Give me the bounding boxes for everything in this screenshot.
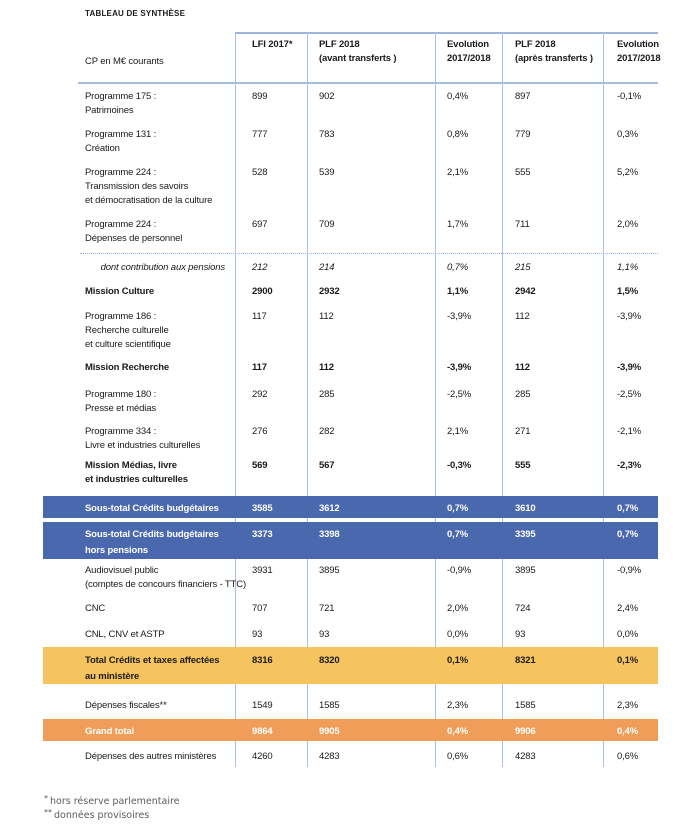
cell-value: 3895 — [515, 565, 536, 576]
footnote-text: hors réserve parlementaire — [50, 796, 180, 807]
cell-value: 783 — [319, 129, 335, 140]
row-label — [43, 699, 235, 713]
table-row — [43, 218, 658, 246]
row-label-line: hors pensions — [85, 545, 148, 556]
cell-value: -3,9% — [617, 362, 642, 373]
row-label-line: Dépenses fiscales** — [85, 700, 167, 711]
row-label-line: Dépenses des autres ministères — [85, 751, 217, 762]
cell-value: 212 — [252, 262, 268, 273]
cell-value: 8320 — [319, 655, 340, 666]
cell-value: 2,4% — [617, 603, 639, 614]
cell-value: 285 — [319, 389, 335, 400]
row-label-line: CNC — [85, 603, 106, 614]
table-top-border — [235, 32, 658, 34]
row-label-line: Grand total — [85, 726, 135, 737]
cell-value: 707 — [252, 603, 268, 614]
cell-value: 724 — [515, 603, 531, 614]
row-label-line: Création — [85, 143, 120, 154]
cell-value: 112 — [319, 311, 334, 322]
row-label-line: Mission Recherche — [85, 362, 170, 373]
cell-value: 1,5% — [617, 286, 639, 297]
table-row — [43, 388, 658, 416]
row-label-line: et industries culturelles — [85, 474, 188, 485]
table-row — [43, 496, 658, 518]
cell-value: -0,1% — [617, 91, 642, 102]
table-row — [43, 602, 658, 616]
cell-value: 1,1% — [617, 262, 639, 273]
cell-value: 9906 — [515, 726, 536, 737]
cell-value: 1,7% — [447, 219, 469, 230]
cell-value: 93 — [515, 629, 526, 640]
cell-value: 569 — [252, 460, 268, 471]
row-label-line: Programme 180 : — [85, 389, 157, 400]
cell-value: 0,7% — [617, 503, 639, 514]
footnote — [44, 809, 180, 823]
column-header-line: (avant transferts ) — [319, 53, 397, 64]
cell-value: 3610 — [515, 503, 536, 514]
cell-value: 0,7% — [617, 529, 639, 540]
cell-value: 9864 — [252, 726, 273, 737]
cell-value: 112 — [319, 362, 334, 373]
table-row — [43, 750, 658, 764]
row-label — [43, 425, 235, 453]
cell-value: 0,7% — [447, 503, 469, 514]
table-row — [43, 425, 658, 453]
cell-value: 2,0% — [447, 603, 469, 614]
cell-value: 0,6% — [447, 751, 469, 762]
row-label — [43, 218, 235, 246]
row-label-line: Total Crédits et taxes affectées — [85, 655, 220, 666]
cell-value: 779 — [515, 129, 531, 140]
table-row — [43, 699, 658, 713]
row-label-line: dont contribution aux pensions — [100, 262, 225, 273]
cell-value: 528 — [252, 167, 268, 178]
table-row — [43, 647, 658, 684]
cell-value: 93 — [319, 629, 330, 640]
row-label-line: CNL, CNV et ASTP — [85, 629, 165, 640]
row-label-line: Mission Culture — [85, 286, 155, 297]
cell-value: 4283 — [319, 751, 340, 762]
cell-value: 0,8% — [447, 129, 469, 140]
cell-value: -0,9% — [617, 565, 642, 576]
table-row — [43, 310, 658, 352]
cell-value: 285 — [515, 389, 531, 400]
cell-value: -3,9% — [447, 362, 472, 373]
cell-value: -3,9% — [447, 311, 472, 322]
cell-value: 282 — [319, 426, 335, 437]
row-label-line: Patrimoines — [85, 105, 134, 116]
cell-value: 3931 — [252, 565, 273, 576]
column-header-line: PLF 2018 — [319, 39, 360, 50]
row-label — [43, 653, 235, 685]
cell-value: -2,5% — [447, 389, 472, 400]
cell-value: 0,4% — [447, 91, 469, 102]
row-label — [43, 310, 235, 352]
cell-value: 117 — [252, 311, 267, 322]
table-row — [43, 90, 658, 118]
row-label-line: Audiovisuel public — [85, 565, 159, 576]
synthesis-table — [43, 32, 661, 770]
cell-value: 1585 — [319, 700, 340, 711]
row-label — [43, 459, 235, 487]
column-header — [617, 38, 661, 66]
cell-value: 2,1% — [447, 167, 469, 178]
row-label — [43, 602, 235, 616]
cell-value: 3373 — [252, 529, 273, 540]
cell-value: 0,1% — [617, 655, 639, 666]
cell-value: -0,3% — [447, 460, 472, 471]
cell-value: 0,4% — [447, 726, 469, 737]
row-label-line: au ministère — [85, 671, 140, 682]
row-label-line: Sous-total Crédits budgétaires — [85, 503, 219, 514]
unit-label: CP en M€ courants — [85, 56, 164, 67]
cell-value: 0,3% — [617, 129, 639, 140]
row-label-line: Programme 131 : — [85, 129, 157, 140]
footnote — [44, 795, 180, 809]
row-label — [43, 750, 235, 764]
cell-value: 2,3% — [447, 700, 469, 711]
column-header — [447, 38, 491, 66]
cell-value: 0,7% — [447, 262, 469, 273]
cell-value: 539 — [319, 167, 335, 178]
column-header-line: (après transferts ) — [515, 53, 593, 64]
column-header-line: 2017/2018 — [617, 53, 661, 64]
cell-value: 3395 — [515, 529, 536, 540]
row-label-line: Programme 334 : — [85, 426, 157, 437]
cell-value: 4283 — [515, 751, 536, 762]
footnote-marker: ** — [44, 808, 52, 817]
cell-value: 271 — [515, 426, 531, 437]
cell-value: 0,0% — [617, 629, 639, 640]
footnotes — [44, 795, 180, 823]
row-label — [43, 90, 235, 118]
cell-value: 709 — [319, 219, 335, 230]
row-label — [43, 628, 235, 642]
row-label-line: Livre et industries culturelles — [85, 440, 201, 451]
row-label — [43, 388, 235, 416]
page-title: TABLEAU DE SYNTHÈSE — [85, 9, 186, 18]
column-header-line: 2017/2018 — [447, 53, 491, 64]
cell-value: 902 — [319, 91, 335, 102]
cell-value: 1585 — [515, 700, 536, 711]
row-label-line: Presse et médias — [85, 403, 156, 414]
row-label-line: Sous-total Crédits budgétaires — [85, 529, 219, 540]
cell-value: 3612 — [319, 503, 340, 514]
cell-value: 2,3% — [617, 700, 639, 711]
table-row — [43, 628, 658, 642]
cell-value: 0,4% — [617, 726, 639, 737]
row-label-line: (comptes de concours financiers - TTC) — [85, 579, 246, 590]
cell-value: -0,9% — [447, 565, 472, 576]
cell-value: 3398 — [319, 529, 340, 540]
row-label — [43, 501, 235, 517]
footnote-text: données provisoires — [54, 810, 150, 821]
table-row — [43, 719, 658, 741]
column-header — [515, 38, 593, 66]
row-label — [43, 166, 235, 208]
row-label-line: Recherche culturelle — [85, 325, 169, 336]
footnote-marker: * — [44, 794, 48, 803]
cell-value: 1549 — [252, 700, 273, 711]
cell-value: 117 — [252, 362, 267, 373]
cell-value: -3,9% — [617, 311, 642, 322]
cell-value: 112 — [515, 311, 530, 322]
row-label — [43, 724, 235, 740]
cell-value: 721 — [319, 603, 335, 614]
table-row — [43, 285, 658, 299]
cell-value: 9905 — [319, 726, 340, 737]
cell-value: 0,6% — [617, 751, 639, 762]
column-header-line: Evolution — [617, 39, 659, 50]
table-row — [43, 128, 658, 156]
cell-value: 276 — [252, 426, 268, 437]
row-label-line: Programme 224 : — [85, 219, 157, 230]
column-header-line: Evolution — [447, 39, 489, 50]
cell-value: 555 — [515, 460, 531, 471]
cell-value: 567 — [319, 460, 335, 471]
cell-value: 112 — [515, 362, 530, 373]
row-label — [43, 285, 235, 299]
cell-value: 0,0% — [447, 629, 469, 640]
column-header-line: PLF 2018 — [515, 39, 556, 50]
cell-value: 697 — [252, 219, 268, 230]
cell-value: 3895 — [319, 565, 340, 576]
table-row — [43, 166, 658, 208]
cell-value: 0,7% — [447, 529, 469, 540]
row-label-line: Dépenses de personnel — [85, 233, 183, 244]
table-row — [43, 522, 658, 559]
column-header-line: LFI 2017* — [252, 39, 293, 50]
cell-value: 897 — [515, 91, 531, 102]
cell-value: 215 — [515, 262, 531, 273]
table-row — [43, 564, 658, 592]
row-label-line: et culture scientifique — [85, 339, 171, 350]
row-label — [43, 128, 235, 156]
cell-value: 711 — [515, 219, 530, 230]
header-bottom-border — [78, 82, 658, 84]
table-row — [43, 361, 658, 375]
row-label-line: et démocratisation de la culture — [85, 195, 213, 206]
row-label — [43, 361, 235, 375]
row-label-line: Transmission des savoirs — [85, 181, 189, 192]
cell-value: 292 — [252, 389, 268, 400]
row-label — [43, 527, 235, 559]
cell-value: -2,1% — [617, 426, 642, 437]
cell-value: 2942 — [515, 286, 536, 297]
cell-value: 5,2% — [617, 167, 639, 178]
cell-value: 8321 — [515, 655, 536, 666]
cell-value: 3585 — [252, 503, 273, 514]
cell-value: 8316 — [252, 655, 273, 666]
cell-value: 4260 — [252, 751, 273, 762]
cell-value: -2,3% — [617, 460, 642, 471]
cell-value: 2900 — [252, 286, 273, 297]
column-header — [252, 38, 292, 52]
row-label-line: Programme 224 : — [85, 167, 157, 178]
row-label — [43, 261, 235, 275]
row-label — [43, 564, 246, 592]
row-label-line: Mission Médias, livre — [85, 460, 177, 471]
cell-value: 1,1% — [447, 286, 469, 297]
cell-value: 555 — [515, 167, 531, 178]
cell-value: 899 — [252, 91, 268, 102]
cell-value: -2,5% — [617, 389, 642, 400]
cell-value: 777 — [252, 129, 268, 140]
cell-value: 214 — [319, 262, 335, 273]
cell-value: 2932 — [319, 286, 340, 297]
row-label-line: Programme 175 : — [85, 91, 157, 102]
column-header — [319, 38, 396, 66]
dotted-separator — [80, 253, 658, 254]
cell-value: 2,1% — [447, 426, 469, 437]
cell-value: 93 — [252, 629, 263, 640]
cell-value: 0,1% — [447, 655, 469, 666]
row-label-line: Programme 186 : — [85, 311, 157, 322]
table-row — [43, 261, 658, 275]
cell-value: 2,0% — [617, 219, 639, 230]
table-row — [43, 459, 658, 487]
